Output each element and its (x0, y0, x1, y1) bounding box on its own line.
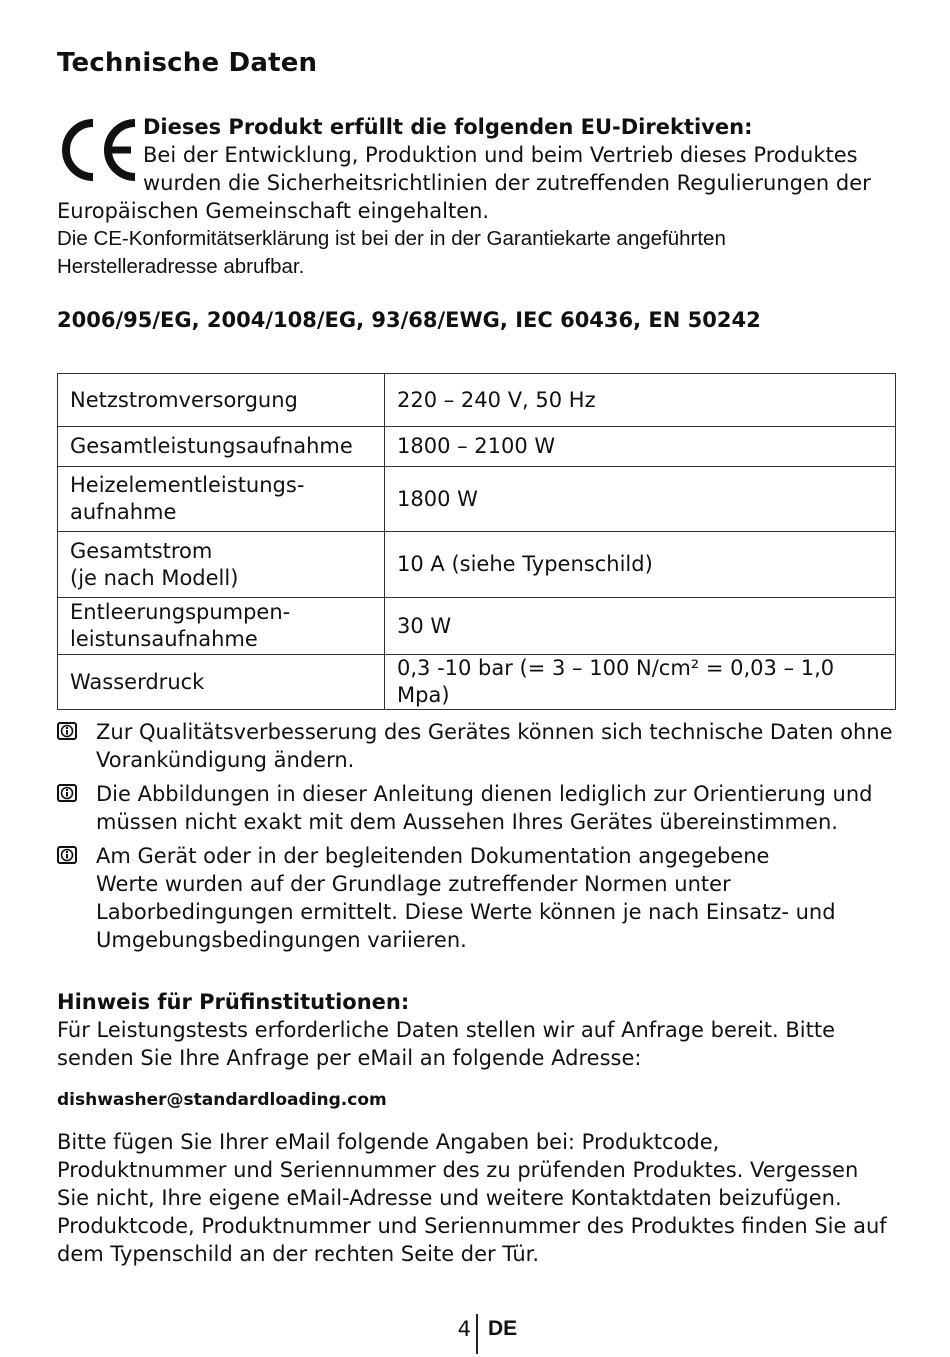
footer-divider (476, 1314, 478, 1354)
table-row (58, 374, 896, 427)
ce-text-line: Bei der Entwicklung, Produktion und beim Vertrieb dieses Produktes (143, 143, 858, 167)
table-row (58, 532, 896, 598)
spec-value: 1800 W (385, 467, 896, 532)
info-icon (57, 784, 77, 802)
note-text-line: müssen nicht exakt mit dem Aussehen Ihres Gerätes übereinstimmen. (96, 810, 838, 834)
info-note (57, 780, 895, 836)
spec-value: 220 – 240 V, 50 Hz (385, 374, 896, 427)
ce-compliance-block (57, 113, 895, 281)
eu-directives-list: 2006/95/EG, 2004/108/EG, 93/68/EWG, IEC 60436, EN 50242 (57, 308, 761, 332)
section-heading: Hinweis für Prüfinstitutionen: (57, 990, 410, 1014)
spec-value: 10 A (siehe Typenschild) (385, 532, 896, 598)
ce-text-line: wurden die Sicherheitsrichtlinien der zutreffenden Regulierungen der (143, 171, 871, 195)
testing-instructions (57, 1128, 895, 1268)
testing-text-line: Produktnummer und Seriennummer des zu prüfenden Produktes. Vergessen (57, 1158, 859, 1182)
testing-text-line: Sie nicht, Ihre eigene eMail-Adresse und weitere Kontaktdaten beizufügen. (57, 1186, 842, 1210)
ce-text-line: Europäischen Gemeinschaft eingehalten. (57, 199, 490, 223)
testing-institutions-section (57, 988, 895, 1268)
page-footer (0, 1314, 950, 1354)
testing-text-line: Bitte fügen Sie Ihrer eMail folgende Angaben bei: Produktcode, (57, 1130, 720, 1154)
info-notes (57, 718, 895, 960)
info-note (57, 718, 895, 774)
spec-label: Entleerungspumpen- leistunsaufnahme (58, 598, 385, 655)
spec-label: Gesamtleistungsaufnahme (58, 427, 385, 467)
spec-value: 0,3 -10 bar (= 3 – 100 N/cm² = 0,03 – 1,0 Mpa) (385, 655, 896, 710)
ce-heading: Dieses Produkt erfüllt die folgenden EU-Direktiven: (143, 115, 753, 139)
testing-text-line: Für Leistungstests erforderliche Daten stellen wir auf Anfrage bereit. Bitte (57, 1018, 836, 1042)
spec-label: Wasserdruck (58, 655, 385, 710)
note-text-line: Werte wurden auf der Grundlage zutreffender Normen unter (96, 872, 731, 896)
contact-email: dishwasher@standardloading.com (57, 1090, 387, 1110)
table-row (58, 467, 896, 532)
ce-declaration-line: Herstelleradresse abrufbar. (57, 255, 305, 278)
ce-declaration-line: Die CE-Konformitätserklärung ist bei der in der Garantiekarte angeführten (57, 227, 726, 250)
spec-value: 1800 – 2100 W (385, 427, 896, 467)
spec-label: Netzstromversorgung (58, 374, 385, 427)
testing-text-line: dem Typenschild an der rechten Seite der Tür. (57, 1242, 540, 1266)
note-text-line: Die Abbildungen in dieser Anleitung dienen lediglich zur Orientierung und (96, 782, 873, 806)
note-text-line: Laborbedingungen ermittelt. Diese Werte können je nach Einsatz- und (96, 900, 836, 924)
page-number: 4 (457, 1317, 471, 1341)
ce-mark-icon (57, 117, 137, 183)
spec-label: Gesamtstrom (je nach Modell) (58, 532, 385, 598)
spec-label: Heizelementleistungs- aufnahme (58, 467, 385, 532)
testing-text-line: Produktcode, Produktnummer und Seriennummer des Produktes finden Sie auf (57, 1214, 887, 1238)
table-row (58, 655, 896, 710)
note-text-line: Zur Qualitätsverbesserung des Gerätes können sich technische Daten ohne (96, 720, 893, 744)
note-text-line: Am Gerät oder in der begleitenden Dokumentation angegebene (96, 844, 770, 868)
table-row (58, 598, 896, 655)
note-text-line: Umgebungsbedingungen variieren. (96, 928, 467, 952)
language-code: DE (488, 1317, 518, 1340)
technical-specs-table (57, 373, 896, 710)
spec-value: 30 W (385, 598, 896, 655)
info-icon (57, 722, 77, 740)
info-note (57, 842, 895, 954)
table-row (58, 427, 896, 467)
info-icon (57, 846, 77, 864)
testing-text-line: senden Sie Ihre Anfrage per eMail an folgende Adresse: (57, 1046, 642, 1070)
note-text-line: Vorankündigung ändern. (96, 748, 355, 772)
page-title: Technische Daten (57, 48, 318, 78)
